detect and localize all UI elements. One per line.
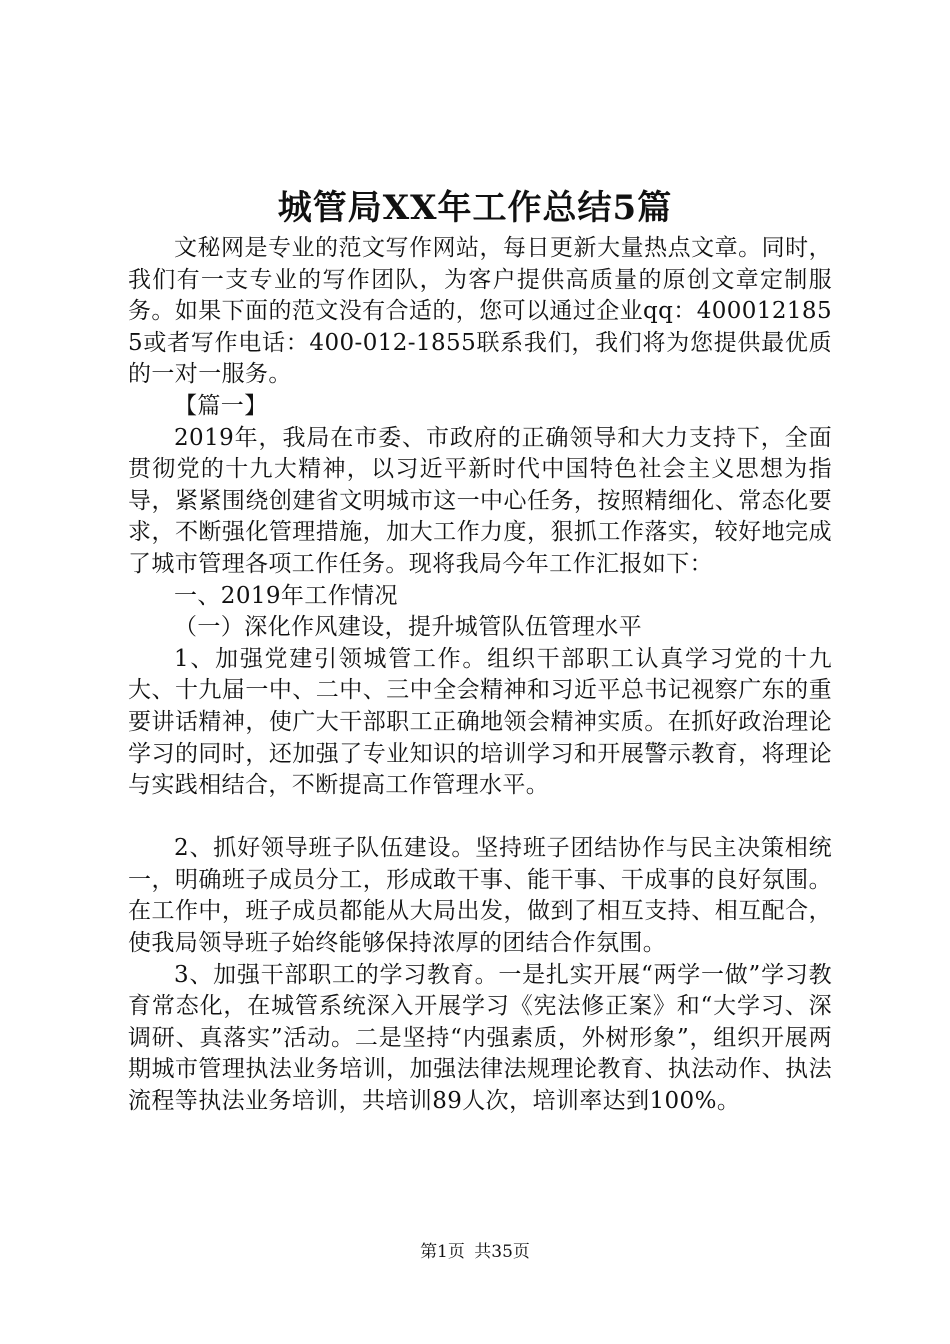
page-number: 第1页	[420, 1242, 465, 1262]
page-footer	[0, 1240, 950, 1264]
body-paragraph: 3、加强干部职工的学习教育。一是扎实开展“两学一做”学习教育常态化，在城管系统深入开展学习《宪法修正案》和“大学习、深调研、真落实”活动。二是坚持“内强素质，外树形象”，组织开展两期城市管理执法业务培训，加强法律法规理论教育、执法动作、执法流程等执法业务培训，共培训89人次，培训率达到100%。	[128, 961, 832, 1115]
body-paragraph: 2、抓好领导班子队伍建设。坚持班子团结协作与民主决策相统一，明确班子成员分工，形成敢干事、能干事、干成事的良好氛围。在工作中，班子成员都能从大局出发，做到了相互支持、相互配合，使我局领导班子始终能够保持浓厚的团结合作氛围。	[128, 835, 832, 957]
document-body	[128, 233, 832, 1118]
heading-level-2: （一）深化作风建设，提升城管队伍管理水平	[174, 614, 642, 641]
intro-paragraph: 文秘网是专业的范文写作网站，每日更新大量热点文章。同时，我们有一支专业的写作团队，为客户提供高质量的原创文章定制服务。如果下面的范文没有合适的，您可以通过企业qq：4000121855或者写作电话：400-012-1855联系我们，我们将为您提供最优质的一对一服务。	[128, 235, 832, 388]
body-paragraph: 1、加强党建引领城管工作。组织干部职工认真学习党的十九大、十九届一中、二中、三中全会精神和习近平总书记视察广东的重要讲话精神，使广大干部职工正确地领会精神实质。在抓好政治理论学习的同时，还加强了专业知识的培训学习和开展警示教育，将理论与实践相结合，不断提高工作管理水平。	[128, 645, 832, 799]
page-total: 共35页	[474, 1242, 530, 1262]
heading-level-1: 一、2019年工作情况	[174, 582, 398, 609]
section-heading: 【篇一】	[174, 392, 268, 419]
document-title: 城管局XX年工作总结5篇	[277, 188, 673, 228]
body-paragraph: 2019年，我局在市委、市政府的正确领导和大力支持下，全面贯彻党的十九大精神，以习近平新时代中国特色社会主义思想为指导，紧紧围绕创建省文明城市这一中心任务，按照精细化、常态化要求，不断强化管理措施，加大工作力度，狠抓工作落实，较好地完成了城市管理各项工作任务。现将我局今年工作汇报如下：	[128, 424, 832, 577]
